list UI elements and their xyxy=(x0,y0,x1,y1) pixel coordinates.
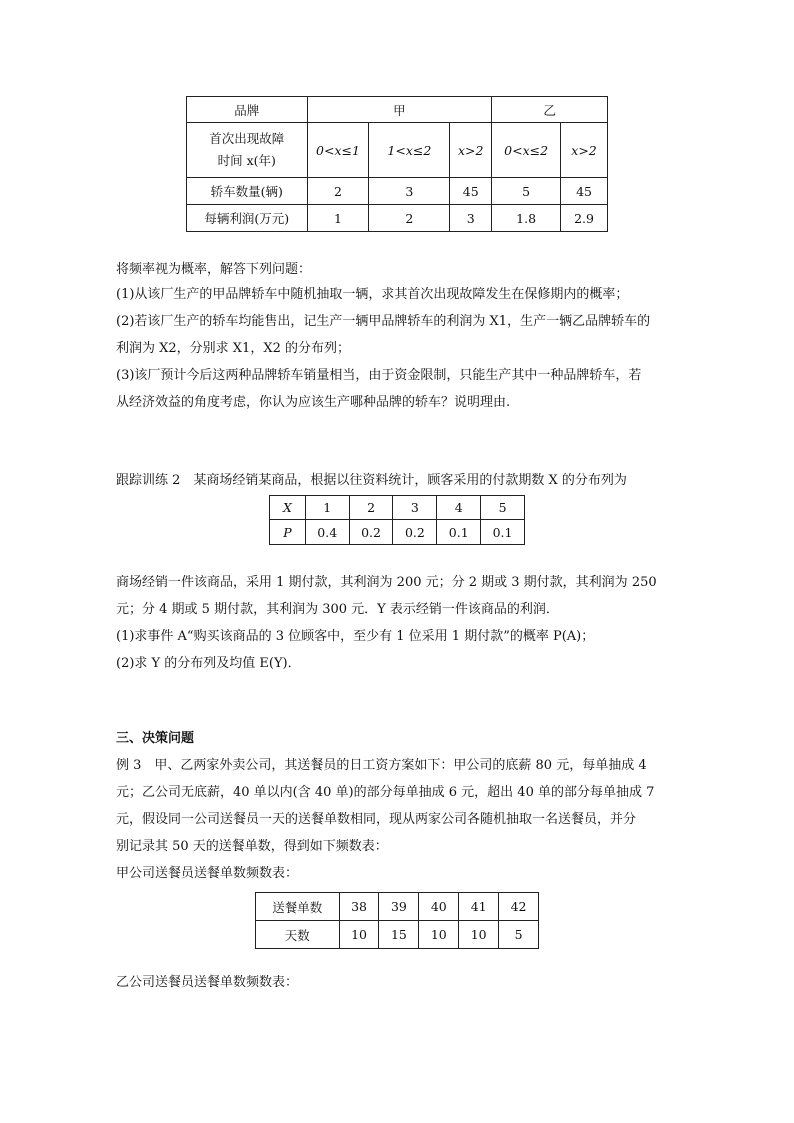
a-table-caption: 甲公司送餐员送餐单数频数表： xyxy=(116,866,299,881)
profit-cell: 3 xyxy=(450,205,492,232)
days-label: 天数 xyxy=(256,921,340,949)
question-3-line-1: (3)该厂预计今后这两种品牌轿车销量相当，由于资金限制，只能生产其中一种品牌轿车，若 xyxy=(116,368,642,383)
fault-time-line2: 时间 x(年) xyxy=(217,153,276,168)
section-3-heading: 三、决策问题 xyxy=(116,731,195,746)
x-value-cell: 4 xyxy=(437,496,481,520)
x-value-cell: 1 xyxy=(305,496,349,520)
exercise-2-paragraph-1: 商场经销一件该商品，采用 1 期付款，其利润为 200 元；分 2 期或 3 期付款，其利润为 250 xyxy=(116,575,657,590)
count-cell: 2 xyxy=(307,178,369,205)
orders-cell: 38 xyxy=(339,893,379,921)
p-value-cell: 0.4 xyxy=(305,520,349,545)
a-range-cell: 0<x≤1 xyxy=(307,123,369,178)
days-cell: 10 xyxy=(459,921,499,949)
profit-cell: 1 xyxy=(307,205,369,232)
orders-label: 送餐单数 xyxy=(256,893,340,921)
question-2-line-1: (2)若该厂生产的轿车均能售出，记生产一辆甲品牌轿车的利润为 X1，生产一辆乙品牌轿车的 xyxy=(116,314,651,329)
count-cell: 5 xyxy=(492,178,561,205)
x-distribution-table xyxy=(269,495,525,545)
count-cell: 45 xyxy=(450,178,492,205)
x-label: X xyxy=(270,496,306,520)
exercise-2-question-2: (2)求 Y 的分布列及均值 E(Y)． xyxy=(116,656,301,671)
orders-cell: 41 xyxy=(459,893,499,921)
count-label: 轿车数量(辆) xyxy=(187,178,308,205)
profit-cell: 2.9 xyxy=(561,205,608,232)
fault-time-header xyxy=(187,123,308,178)
x-value-cell: 2 xyxy=(349,496,393,520)
exercise-2-statement: 跟踪训练 2 某商场经销某商品，根据以往资料统计，顾客采用的付款期数 X 的分布列为 xyxy=(116,473,627,488)
question-3-line-2: 从经济效益的角度考虑，你认为应该生产哪种品牌的轿车？说明理由. xyxy=(116,395,511,410)
b-range-cell: x>2 xyxy=(561,123,608,178)
brand-header: 品牌 xyxy=(187,97,308,123)
b-range-cell: 0<x≤2 xyxy=(492,123,561,178)
example-3-line-2: 元；乙公司无底薪，40 单以内(含 40 单)的部分每单抽成 6 元，超出 40 单的部分每单抽成 7 xyxy=(116,785,655,800)
p-value-cell: 0.1 xyxy=(437,520,481,545)
p-value-cell: 0.2 xyxy=(349,520,393,545)
days-cell: 5 xyxy=(499,921,539,949)
example-3-line-4: 别记录其 50 天的送餐单数，得到如下频数表： xyxy=(116,839,388,854)
a-range-cell: 1<x≤2 xyxy=(369,123,450,178)
example-3-line-1: 例 3 甲、乙两家外卖公司，其送餐员的日工资方案如下：甲公司的底薪 80 元，每单抽成 4 xyxy=(116,758,647,773)
count-cell: 45 xyxy=(561,178,608,205)
days-cell: 10 xyxy=(339,921,379,949)
fault-time-line1: 首次出现故障 xyxy=(209,131,285,146)
p-label: P xyxy=(270,520,306,545)
exercise-2-question-1: (1)求事件 A“购买该商品的 3 位顾客中，至少有 1 位采用 1 期付款”的概率 P(A)； xyxy=(116,629,595,644)
days-cell: 15 xyxy=(379,921,419,949)
x-value-cell: 5 xyxy=(481,496,525,520)
profit-cell: 2 xyxy=(369,205,450,232)
profit-cell: 1.8 xyxy=(492,205,561,232)
x-value-cell: 3 xyxy=(393,496,437,520)
orders-cell: 40 xyxy=(419,893,459,921)
example-3-line-3: 元，假设同一公司送餐员一天的送餐单数相同，现从两家公司各随机抽取一名送餐员，并分 xyxy=(116,812,637,827)
problem-intro: 将频率视为概率，解答下列问题： xyxy=(116,262,312,277)
question-2-line-2: 利润为 X2，分别求 X1，X2 的分布列； xyxy=(116,341,350,356)
orders-cell: 39 xyxy=(379,893,419,921)
p-value-cell: 0.2 xyxy=(393,520,437,545)
a-range-cell: x>2 xyxy=(450,123,492,178)
brand-table xyxy=(186,96,608,232)
a-orders-table xyxy=(255,892,539,949)
days-cell: 10 xyxy=(419,921,459,949)
profit-label: 每辆利润(万元) xyxy=(187,205,308,232)
question-1: (1)从该厂生产的甲品牌轿车中随机抽取一辆，求其首次出现故障发生在保修期内的概率； xyxy=(116,287,629,302)
exercise-2-paragraph-2: 元；分 4 期或 5 期付款，其利润为 300 元．Y 表示经销一件该商品的利润． xyxy=(116,602,559,617)
brand-b-header: 乙 xyxy=(492,97,608,123)
count-cell: 3 xyxy=(369,178,450,205)
b-table-caption: 乙公司送餐员送餐单数频数表： xyxy=(116,975,299,990)
brand-a-header: 甲 xyxy=(307,97,492,123)
orders-cell: 42 xyxy=(499,893,539,921)
p-value-cell: 0.1 xyxy=(481,520,525,545)
